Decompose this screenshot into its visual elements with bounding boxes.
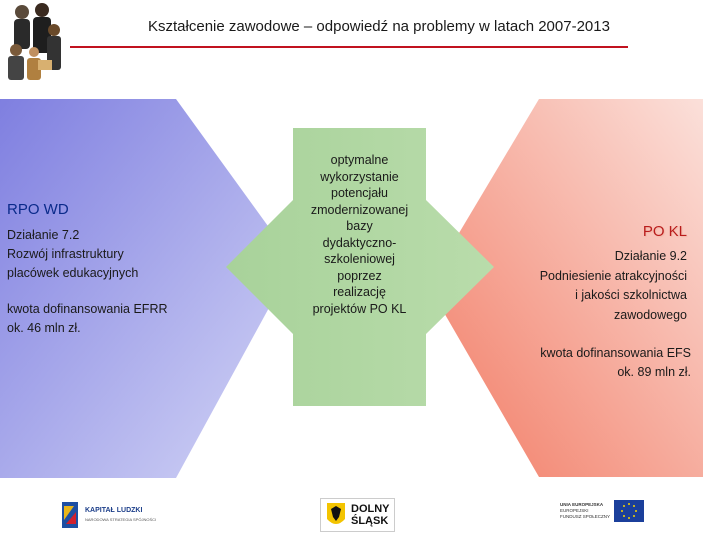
center-line: szkoleniowej <box>324 252 395 266</box>
pokl-funding-line: ok. 89 mln zł. <box>617 365 691 379</box>
kl-logo-text: KAPITAŁ LUDZKI <box>85 507 143 514</box>
kl-logo-subtext: NARODOWA STRATEGIA SPÓJNOŚCI <box>85 517 157 522</box>
center-line: projektów PO KL <box>312 301 407 316</box>
page-title: Kształcenie zawodowe – odpowiedź na problemy w latach 2007-2013 <box>148 18 610 35</box>
ue-logo-line3: FUNDUSZ SPOŁECZNY <box>560 514 611 519</box>
ds-logo-line2: ŚLĄSK <box>351 515 389 527</box>
rpo-action-line: Rozwój infrastruktury <box>7 247 124 261</box>
pokl-action-text <box>467 247 687 325</box>
center-line: zmodernizowanej <box>310 202 409 217</box>
po-kl-title: PO KL <box>642 223 687 240</box>
center-line: poprzez <box>337 268 382 283</box>
pokl-funding-line: kwota dofinansowania EFS <box>540 346 691 360</box>
ue-logo-line2: EUROPEJSKI <box>560 508 589 513</box>
kapital-ludzki-logo <box>60 500 156 530</box>
ds-logo-line1: DOLNY <box>351 503 390 515</box>
center-line: dydaktyczno- <box>322 235 397 250</box>
center-line: optymalne <box>330 153 389 167</box>
pokl-action-line: i jakości szkolnictwa <box>575 288 687 302</box>
rpo-funding-line: kwota dofinansowania EFRR <box>7 302 168 316</box>
center-line: wykorzystanie <box>320 169 399 184</box>
dolny-slask-logo <box>320 498 395 532</box>
pokl-action-line: Działanie 9.2 <box>614 249 687 263</box>
people-photo-logo <box>2 0 68 84</box>
pokl-action-line: zawodowego <box>614 307 687 322</box>
title-underline <box>70 46 628 48</box>
center-description <box>293 152 426 317</box>
center-line: potencjału <box>331 186 388 200</box>
eu-flag-icon <box>614 500 644 522</box>
center-line: bazy <box>346 219 373 233</box>
rpo-action-line: Działanie 7.2 <box>7 228 80 242</box>
unia-europejska-logo <box>560 500 644 522</box>
rpo-wd-title: RPO WD <box>7 201 69 218</box>
ue-logo-line1: UNIA EUROPEJSKA <box>560 502 604 507</box>
eagle-emblem-icon <box>325 501 347 529</box>
rpo-action-text <box>7 226 207 283</box>
rpo-action-line: placówek edukacyjnych <box>7 266 139 280</box>
pokl-action-line: Podniesienie atrakcyjności <box>539 268 687 283</box>
kl-emblem-icon <box>60 500 80 530</box>
rpo-funding-text <box>7 300 217 338</box>
rpo-funding-line: ok. 46 mln zł. <box>7 321 81 335</box>
center-line: realizację <box>333 285 386 299</box>
pokl-funding-text <box>451 344 691 382</box>
